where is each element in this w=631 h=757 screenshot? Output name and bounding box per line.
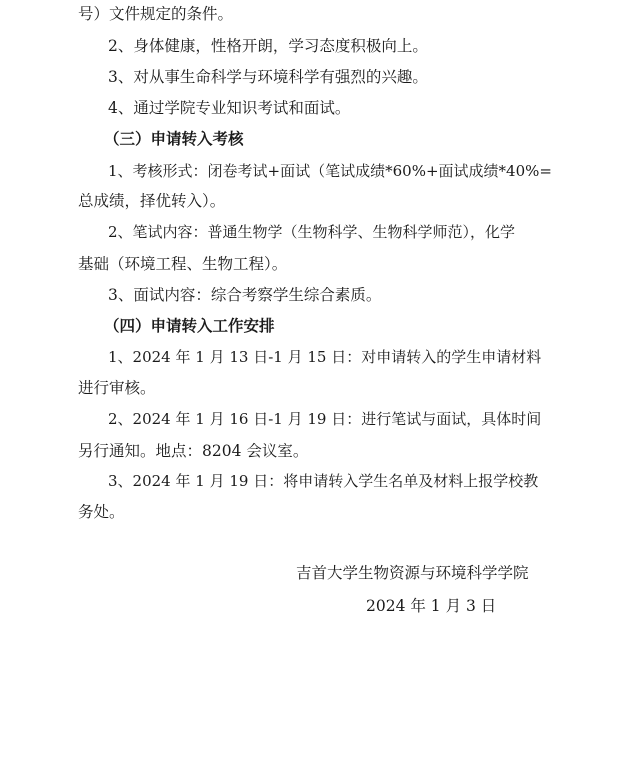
text-line-13: 进行审核。 (78, 379, 156, 397)
text-line-15: 另行通知。地点：8204 会议室。 (78, 442, 309, 460)
text-line-3: 3、对从事生命科学与环境科学有强烈的兴趣。 (108, 68, 428, 86)
text-line-12: 1、2024 年 1 月 13 日-1 月 15 日：对申请转入的学生申请材料 (108, 348, 542, 366)
text-line-2: 2、身体健康，性格开朗，学习态度积极向上。 (108, 37, 428, 55)
signature-date: 2024 年 1 月 3 日 (366, 597, 497, 615)
text-line-14: 2、2024 年 1 月 16 日-1 月 19 日：进行笔试与面试，具体时间 (108, 410, 542, 428)
text-line-6: 1、考核形式：闭卷考试+面试（笔试成绩*60%+面试成绩*40%= (108, 162, 552, 180)
text-line-8: 2、笔试内容：普通生物学（生物科学、生物科学师范），化学 (108, 223, 516, 241)
text-line-16: 3、2024 年 1 月 19 日：将申请转入学生名单及材料上报学校教 (108, 472, 539, 490)
text-line-10: 3、面试内容：综合考察学生综合素质。 (108, 286, 382, 304)
section-heading-4: （四）申请转入工作安排 (104, 316, 275, 335)
text-line-9: 基础（环境工程、生物工程）。 (78, 255, 288, 273)
section-heading-3: （三）申请转入考核 (104, 129, 244, 148)
signature-organization: 吉首大学生物资源与环境科学学院 (296, 564, 529, 582)
text-line-7: 总成绩，择优转入）。 (78, 192, 226, 210)
text-line-4: 4、通过学院专业知识考试和面试。 (108, 99, 351, 117)
text-line-1: 号）文件规定的条件。 (78, 5, 234, 23)
text-line-17: 务处。 (78, 503, 125, 521)
